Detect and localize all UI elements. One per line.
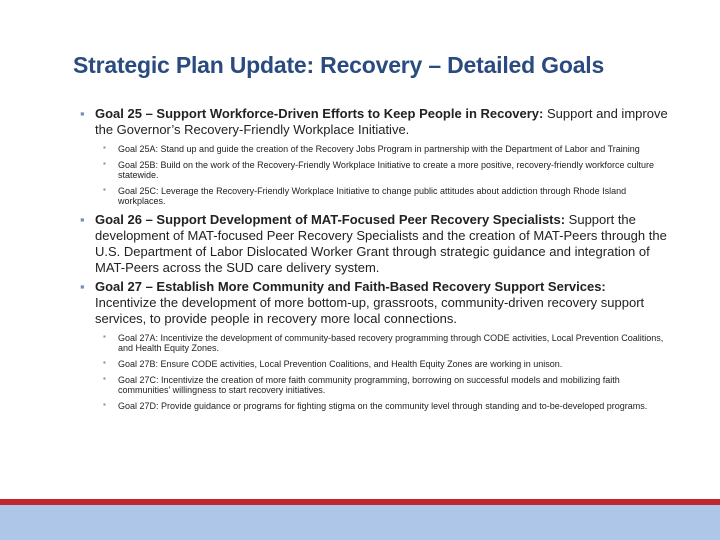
goal-25-subgoals	[103, 144, 670, 206]
subgoal-text: Goal 27B: Ensure CODE activities, Local Prevention Coalitions, and Health Equity Zones are working in unison.	[118, 359, 563, 369]
subgoal-27c	[103, 375, 670, 395]
goal-25	[80, 106, 670, 138]
goal-26-text: Support the development of MAT-focused Peer Recovery Specialists and the creation of MAT-Peers through the U.S. Department of Labor Dislocated Worker Grant through strategic guidance and integration of MAT-Peers across the SUD care delivery system.	[95, 212, 667, 275]
bullet-icon: ▪	[103, 400, 106, 409]
subgoal-25c	[103, 186, 670, 206]
subgoal-text: Goal 25B: Build on the work of the Recovery-Friendly Workplace Initiative to create a more positive, recovery-friendly workforce culture statewide.	[118, 160, 655, 180]
bullet-icon: ▪	[103, 185, 106, 194]
subgoal-25b	[103, 160, 670, 180]
bullet-icon: ▪	[80, 212, 85, 227]
footer-blue-band	[0, 505, 720, 540]
subgoal-27a	[103, 333, 670, 353]
page-title: Strategic Plan Update: Recovery – Detailed Goals	[73, 52, 605, 78]
subgoal-text: Goal 25C: Leverage the Recovery-Friendly Workplace Initiative to change public attitudes about addiction through Rhode Island workplaces.	[118, 186, 627, 206]
bullet-icon: ▪	[80, 106, 85, 121]
subgoal-27b	[103, 359, 670, 369]
bullet-icon: ▪	[103, 159, 106, 168]
goal-27-heading: Goal 27 – Establish More Community and Faith-Based Recovery Support Services:	[95, 279, 606, 294]
goal-25-text: Support and improve the Governor’s Recovery-Friendly Workplace Initiative.	[95, 106, 668, 137]
goal-27-text: Incentivize the development of more bottom-up, grassroots, community-driven recovery support services, to provide people in recovery more local connections.	[95, 295, 645, 326]
bullet-icon: ▪	[103, 374, 106, 383]
goals-list	[80, 106, 670, 417]
goal-27-subgoals	[103, 333, 670, 411]
goal-25-heading: Goal 25 – Support Workforce-Driven Efforts to Keep People in Recovery:	[95, 106, 544, 121]
subgoal-text: Goal 27A: Incentivize the development of community-based recovery programming through CODE activities, Local Prevention Coalitions, and Health Equity Zones.	[118, 333, 664, 353]
goal-26-heading: Goal 26 – Support Development of MAT-Focused Peer Recovery Specialists:	[95, 212, 566, 227]
goal-27	[80, 279, 670, 327]
subgoal-text: Goal 27D: Provide guidance or programs for fighting stigma on the community level through standing and to-be-developed programs.	[118, 401, 648, 411]
bullet-icon: ▪	[103, 358, 106, 367]
bullet-icon: ▪	[103, 143, 106, 152]
bullet-icon: ▪	[103, 332, 106, 341]
subgoal-25a	[103, 144, 670, 154]
goal-26	[80, 212, 670, 276]
bullet-icon: ▪	[80, 279, 85, 294]
subgoal-text: Goal 25A: Stand up and guide the creation of the Recovery Jobs Program in partnership with the Department of Labor and Training	[118, 144, 640, 154]
subgoal-text: Goal 27C: Incentivize the creation of more faith community programming, borrowing on successful models and mobilizing faith communities’ willingness to start recovery initiatives.	[118, 375, 620, 395]
subgoal-27d	[103, 401, 670, 411]
